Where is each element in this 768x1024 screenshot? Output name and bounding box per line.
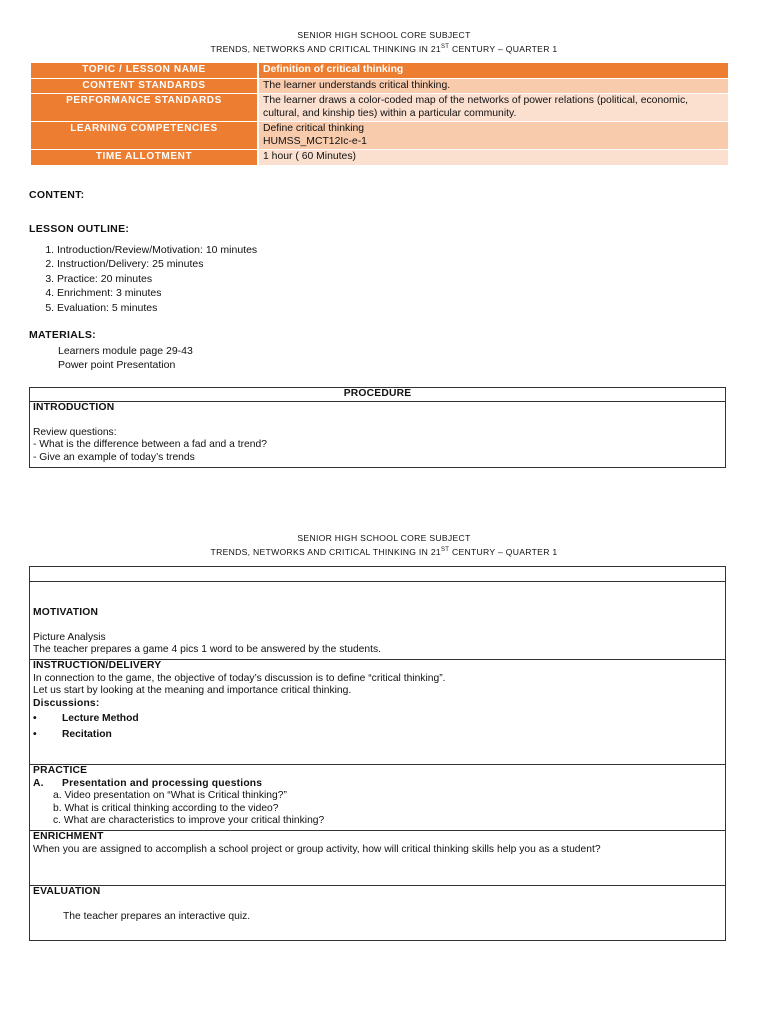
list-item: 2. Instruction/Delivery: 25 minutes bbox=[57, 257, 257, 271]
instruction-label: INSTRUCTION/DELIVERY bbox=[33, 660, 162, 671]
meta-row-content-standards bbox=[31, 78, 728, 94]
procedure-table bbox=[29, 387, 726, 468]
meta-value: The learner draws a color-coded map of the networks of power relations (political, economic, cultural, and kinship ties) within a particular community. bbox=[258, 94, 728, 122]
bullet-icon: • bbox=[33, 713, 37, 725]
review-question: - What is the difference between a fad and a trend? bbox=[33, 439, 267, 451]
instruction-text: Let us start by looking at the meaning and importance critical thinking. bbox=[33, 685, 352, 697]
meta-value: The learner understands critical thinking. bbox=[258, 78, 728, 94]
picture-analysis-text: Picture Analysis bbox=[33, 631, 106, 643]
introduction-label: INTRODUCTION bbox=[33, 402, 115, 413]
motivation-label: MOTIVATION bbox=[33, 607, 99, 618]
list-item: a. Video presentation on “What is Critical thinking?” bbox=[53, 790, 287, 802]
practice-label: PRACTICE bbox=[33, 765, 88, 776]
enrichment-cell bbox=[30, 830, 725, 885]
page-header bbox=[0, 532, 768, 558]
list-item: • Lecture Method bbox=[33, 713, 139, 725]
outline-heading: LESSON OUTLINE: bbox=[29, 223, 130, 235]
content-heading: CONTENT: bbox=[29, 189, 85, 201]
lesson-outline-list bbox=[29, 243, 257, 315]
list-item: c. What are characteristics to improve your critical thinking? bbox=[53, 815, 325, 827]
meta-key: PERFORMANCE STANDARDS bbox=[31, 94, 258, 122]
meta-key: LEARNING COMPETENCIES bbox=[31, 122, 258, 150]
meta-value: Definition of critical thinking bbox=[258, 63, 728, 78]
motivation-cell bbox=[30, 581, 725, 659]
meta-row-competencies bbox=[31, 122, 728, 150]
list-item: Learners module page 29-43 bbox=[58, 345, 193, 357]
header-line2: TRENDS, NETWORKS AND CRITICAL THINKING IN 21ST CENTURY – QUARTER 1 bbox=[210, 546, 558, 557]
materials-heading: MATERIALS: bbox=[29, 329, 96, 341]
meta-value: Define critical thinking HUMSS_MCT12Ic-e-1 bbox=[258, 122, 728, 150]
practice-cell bbox=[30, 764, 725, 830]
bullet-icon: • bbox=[33, 728, 37, 740]
header-line1: SENIOR HIGH SCHOOL CORE SUBJECT bbox=[297, 30, 471, 40]
page-header bbox=[0, 29, 768, 55]
list-item: Power point Presentation bbox=[58, 359, 176, 372]
enrichment-label: ENRICHMENT bbox=[33, 831, 104, 842]
review-label: Review questions: bbox=[33, 426, 117, 438]
evaluation-text: The teacher prepares an interactive quiz. bbox=[63, 910, 251, 922]
instruction-cell bbox=[30, 659, 725, 764]
discussions-label: Discussions: bbox=[33, 697, 100, 709]
list-item: 4. Enrichment: 3 minutes bbox=[57, 286, 257, 300]
meta-key: CONTENT STANDARDS bbox=[31, 78, 258, 94]
review-question: - Give an example of today’s trends bbox=[33, 451, 195, 463]
instruction-text: In connection to the game, the objective of today’s discussion is to define “critical thinking”. bbox=[33, 672, 446, 684]
practice-subheading: A. Presentation and processing questions bbox=[33, 777, 263, 789]
list-item: b. What is critical thinking according to the video? bbox=[53, 802, 279, 814]
meta-row-time-allotment bbox=[31, 150, 728, 166]
list-item: • Recitation bbox=[33, 728, 112, 740]
meta-key: TIME ALLOTMENT bbox=[31, 150, 258, 166]
evaluation-label: EVALUATION bbox=[33, 886, 101, 897]
evaluation-cell bbox=[30, 885, 725, 942]
meta-key: TOPIC / LESSON NAME bbox=[31, 63, 258, 78]
list-item: 1. Introduction/Review/Motivation: 10 minutes bbox=[57, 243, 257, 257]
header-line2: TRENDS, NETWORKS AND CRITICAL THINKING IN 21ST CENTURY – QUARTER 1 bbox=[210, 43, 558, 54]
lesson-meta-table bbox=[31, 63, 728, 166]
list-item: 5. Evaluation: 5 minutes bbox=[57, 301, 257, 315]
meta-value: 1 hour ( 60 Minutes) bbox=[258, 150, 728, 166]
empty-row bbox=[30, 567, 725, 581]
motivation-text: The teacher prepares a game 4 pics 1 word to be answered by the students. bbox=[33, 644, 382, 656]
meta-row-performance-standards bbox=[31, 94, 728, 122]
procedure-table-continued bbox=[29, 566, 726, 941]
introduction-cell bbox=[30, 401, 725, 468]
materials-list bbox=[58, 344, 193, 373]
procedure-title: PROCEDURE bbox=[343, 388, 412, 399]
enrichment-text: When you are assigned to accomplish a school project or group activity, how will critical thinking skills help you as a student? bbox=[33, 843, 601, 855]
header-line1: SENIOR HIGH SCHOOL CORE SUBJECT bbox=[297, 533, 471, 543]
list-item: 3. Practice: 20 minutes bbox=[57, 272, 257, 286]
meta-row-topic bbox=[31, 63, 728, 78]
